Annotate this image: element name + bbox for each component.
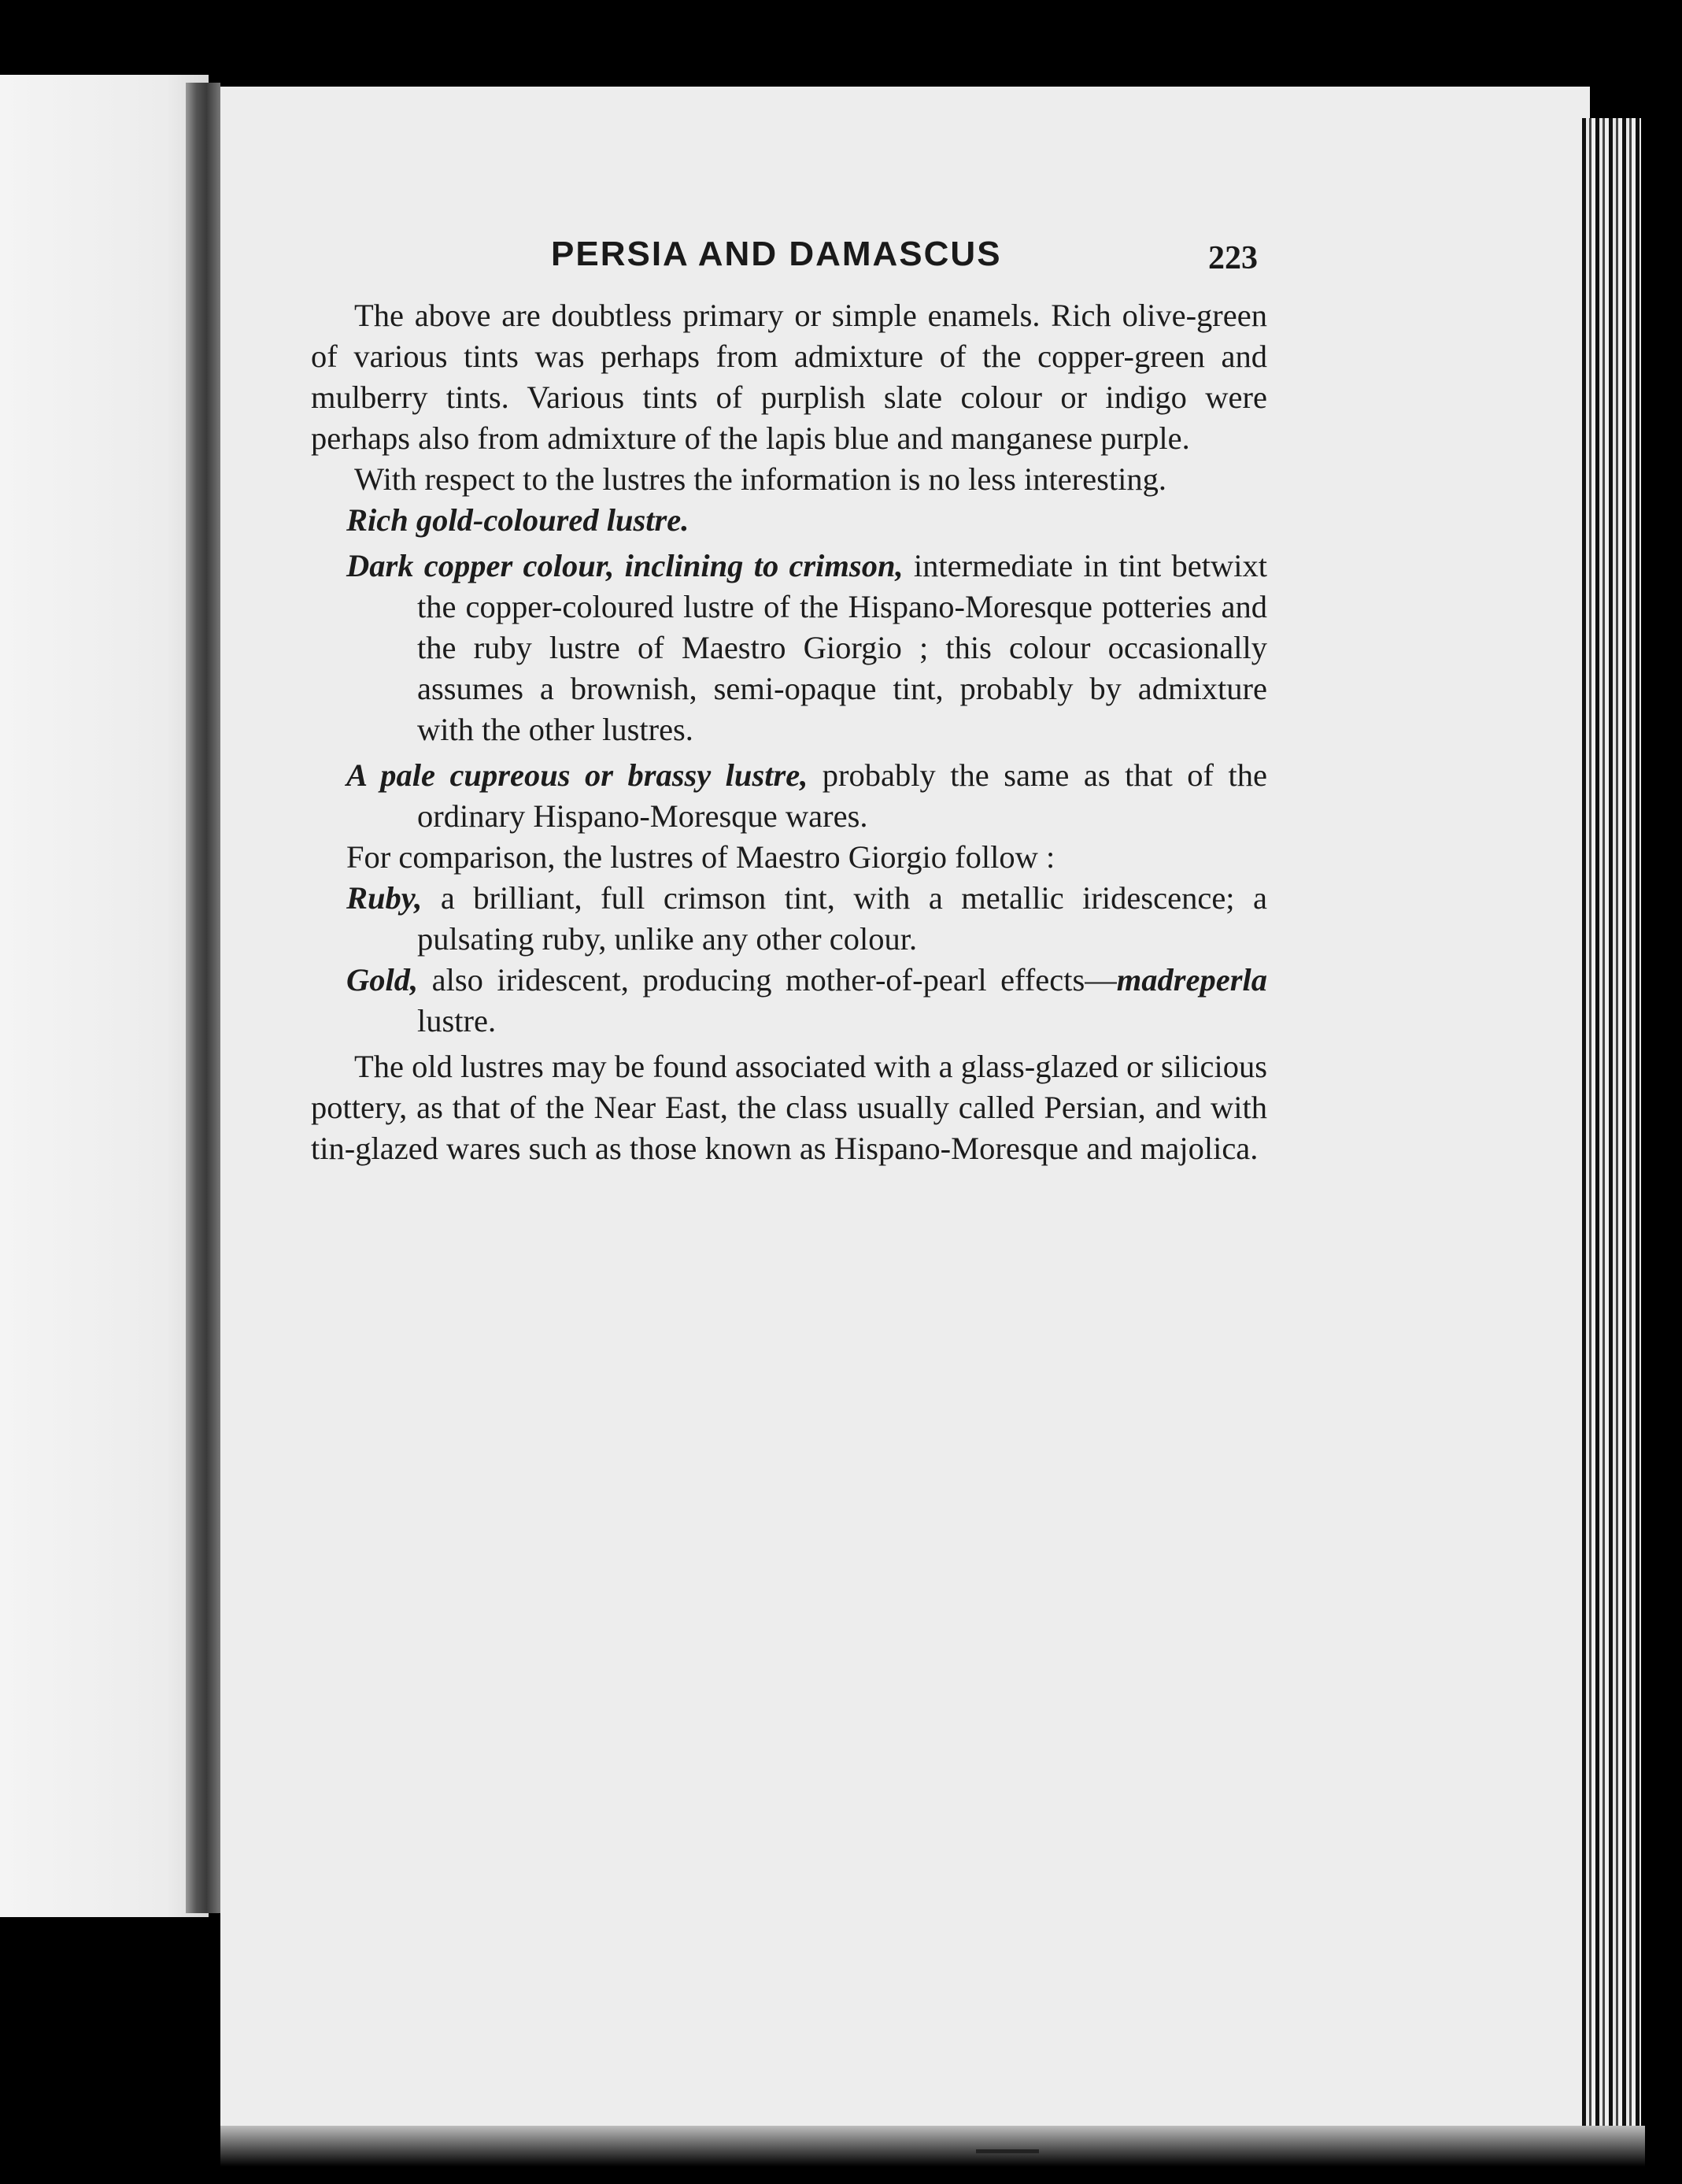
edge-shadow [1641,118,1657,2173]
facing-page-edge [0,75,209,1917]
lustre-term: Dark copper colour, inclining to crimson, [346,548,904,583]
lustre-entry-brassy [311,755,1267,837]
lustre-term: Gold, [346,962,419,998]
lustre-entry-gold [311,500,1267,541]
body-text [311,295,1267,1169]
lustre-term: Ruby, [346,880,423,916]
paragraph-conclusion: The old lustres may be found associated with a glass-glazed or silicious pottery, as that of the Near East, the class usually called Persian, and with tin-glazed wares such as those known as Hispano-Moresque and majolica. [311,1049,1267,1166]
bottom-shadow [220,2126,1645,2184]
lustre-entry-gold-madreperla [311,960,1267,1042]
lustre-entry-ruby [311,878,1267,960]
lustre-description-end: lustre. [417,1003,497,1038]
lustre-term-madreperla: madreperla [1116,962,1267,998]
book-gutter [186,83,220,1913]
paragraph-enamels: The above are doubtless primary or simple enamels. Rich olive-green of various tints was perhaps from admixture of the copper-green and mulberry tints. Various tints of purplish slate colour or indigo were perhaps also from admixture of the lapis blue and manganese purple. [311,298,1267,456]
page-number: 223 [1208,240,1258,276]
scan-mark [976,2149,1039,2153]
lustre-term: Rich gold-coloured lustre. [346,502,689,538]
lustre-entry-copper [311,546,1267,750]
paragraph-lustres-intro: With respect to the lustres the information is no less interesting. [354,461,1167,497]
lustre-description: a brilliant, full crimson tint, with a metallic iridescence; a pulsating ruby, unlike any other colour. [417,880,1267,957]
paragraph-comparison: For comparison, the lustres of Maestro Giorgio follow : [346,839,1055,875]
lustre-term: A pale cupreous or brassy lustre, [346,757,808,793]
running-head: PERSIA AND DAMASCUS [551,235,1002,273]
lustre-description: also iridescent, producing mother-of-pearl effects— [418,962,1117,998]
lustre-description: probably the same as that of the ordinary Hispano-Moresque wares. [417,757,1267,834]
lustre-description: intermediate in tint betwixt the copper-coloured lustre of the Hispano-Moresque potteries and the ruby lustre of Maestro Giorgio ; this colour occasionally assumes a brownish, semi-opaque tint, probably by admixture with the other lustres. [417,548,1268,747]
